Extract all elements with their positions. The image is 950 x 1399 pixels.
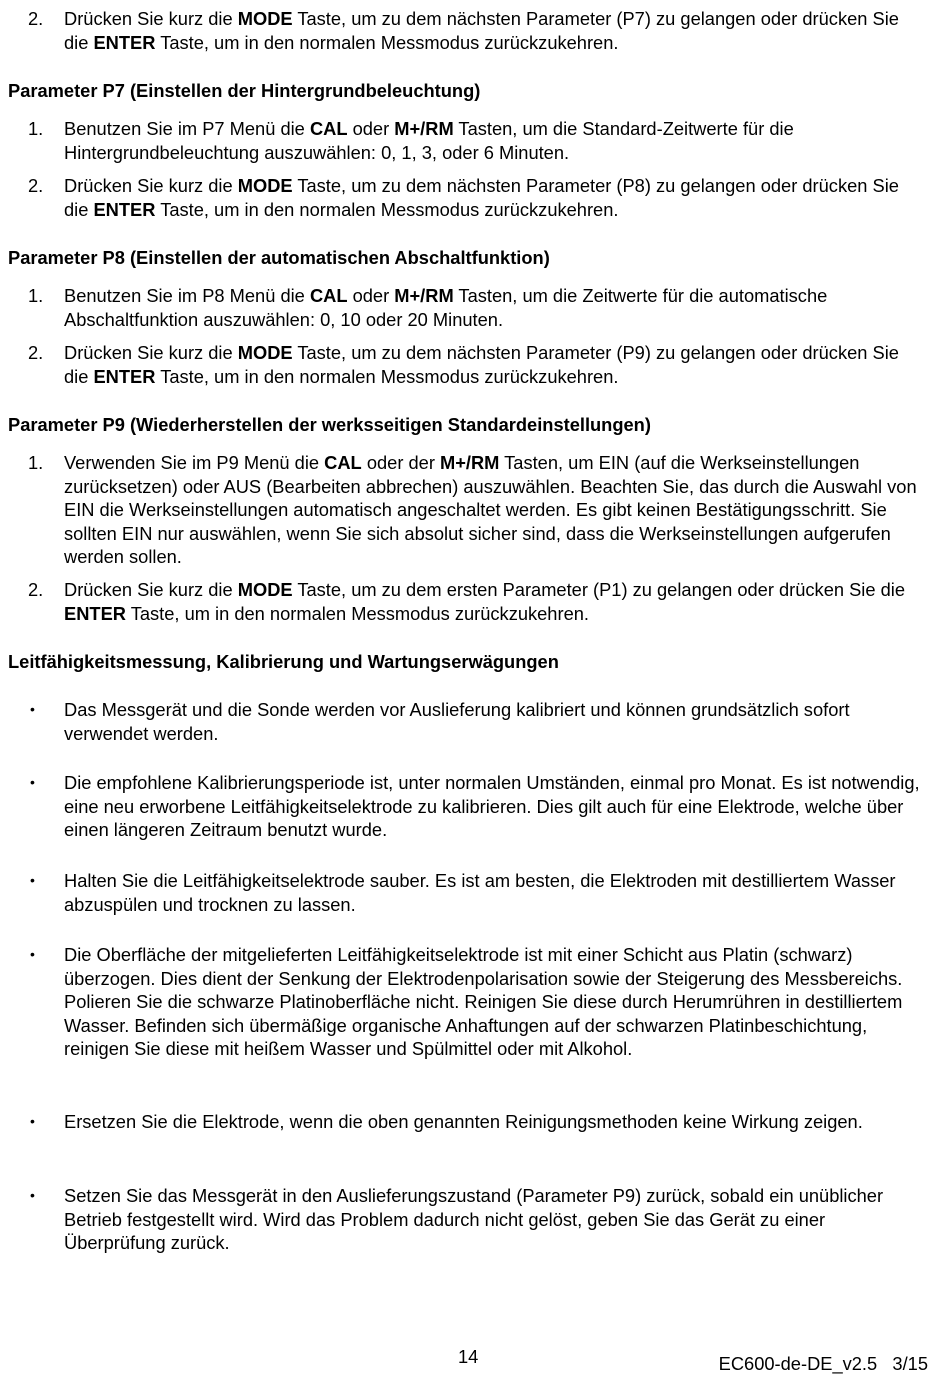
list-item-p7-step2 — [8, 174, 923, 221]
list-number: 2. — [28, 579, 44, 600]
list-number: 1. — [28, 118, 44, 139]
key-cal: CAL — [324, 452, 362, 473]
bullet-item — [8, 1110, 923, 1134]
bullet-text: Setzen Sie das Messgerät in den Auslieferungszustand (Parameter P9) zurück, sobald ein unüblicher Betrieb festgestellt wird. Wird das Problem dadurch nicht gelöst, geben Sie das Gerät zu einer Überprüfung zurück. — [64, 1185, 884, 1253]
list-number: 2. — [28, 342, 44, 363]
section-heading-conductivity: Leitfähigkeitsmessung, Kalibrierung und Wartungserwägungen — [8, 651, 559, 672]
bullet-text: Die empfohlene Kalibrierungsperiode ist, unter normalen Umständen, einmal pro Monat. Es ist notwendig, eine neu erworbene Leitfähigkeitselektrode zu kalibrieren. Dies gilt auch für eine Elektrode, welche über einen längeren Zeitraum benutzt wurde. — [64, 772, 920, 840]
bullet-text: Halten Sie die Leitfähigkeitselektrode sauber. Es ist am besten, die Elektroden mit destilliertem Wasser abzuspülen und trocknen zu lassen. — [64, 870, 896, 915]
key-mrm: M+/RM — [439, 452, 500, 473]
list-item-text: Benutzen Sie im P7 Menü die CAL oder M+/RM Tasten, um die Standard-Zeitwerte für die Hintergrundbeleuchtung auszuwählen: 0, 1, 3, oder 6 Minuten. — [64, 118, 794, 163]
page-number: 14 — [458, 1346, 479, 1367]
key-mode: MODE — [237, 579, 293, 600]
bullet-item — [8, 771, 923, 842]
key-mode: MODE — [237, 8, 293, 29]
key-mode: MODE — [237, 175, 293, 196]
key-cal: CAL — [309, 118, 348, 139]
list-number: 2. — [28, 8, 44, 29]
list-number: 1. — [28, 285, 44, 306]
bullet-icon: • — [30, 1113, 35, 1129]
bullet-item — [8, 943, 923, 1061]
list-item-text: Benutzen Sie im P8 Menü die CAL oder M+/RM Tasten, um die Zeitwerte für die automatische Abschaltfunktion auszuwählen: 0, 10 oder 20 Minuten. — [64, 285, 828, 330]
list-item-text: Drücken Sie kurz die MODE Taste, um zu dem nächsten Parameter (P7) zu gelangen oder drücken Sie die ENTER Taste, um in den normalen Messmodus zurückzukehren. — [64, 8, 899, 53]
key-mode: MODE — [237, 342, 293, 363]
section-heading-p7: Parameter P7 (Einstellen der Hintergrundbeleuchtung) — [8, 80, 481, 101]
bullet-icon: • — [30, 872, 35, 888]
bullet-text: Die Oberfläche der mitgelieferten Leitfähigkeitselektrode ist mit einer Schicht aus Platin (schwarz) überzogen. Dies dient der Senkung der Elektrodenpolarisation sowie der Steigerung des Messbereichs. Polieren Sie die schwarze Platinoberfläche nicht. Reinigen Sie diese durch Herumrühren in destilliertem Wasser. Befinden sich übermäßige organische Anhaftungen auf der schwarzen Platinbeschichtung, reinigen Sie diese mit heißem Wasser und Spülmittel oder mit Alkohol. — [64, 944, 903, 1059]
document-id: EC600-de-DE_v2.5 3/15 — [718, 1353, 928, 1374]
bullet-icon: • — [30, 946, 35, 962]
list-item-p9-step1 — [8, 451, 923, 569]
bullet-item — [8, 698, 923, 745]
list-item-p8-step2 — [8, 341, 923, 388]
key-enter: ENTER — [93, 198, 156, 220]
key-mrm: M+/RM — [394, 118, 454, 139]
section-heading-p9: Parameter P9 (Wiederherstellen der werksseitigen Standardeinstellungen) — [8, 414, 651, 435]
list-item-text: Drücken Sie kurz die MODE Taste, um zu dem ersten Parameter (P1) zu gelangen oder drücken Sie die ENTER Taste, um in den normalen Messmodus zurückzukehren. — [64, 579, 906, 624]
bullet-item — [8, 869, 923, 916]
bullet-icon: • — [30, 701, 35, 717]
list-item-p9-step2 — [8, 578, 923, 625]
key-enter: ENTER — [93, 365, 156, 387]
list-item-p8-step1 — [8, 284, 923, 331]
bullet-text: Ersetzen Sie die Elektrode, wenn die oben genannten Reinigungsmethoden keine Wirkung zeigen. — [64, 1111, 863, 1132]
section-heading-p8: Parameter P8 (Einstellen der automatischen Abschaltfunktion) — [8, 247, 550, 268]
list-item-p7-step1 — [8, 117, 923, 164]
bullet-item — [8, 1184, 923, 1255]
key-cal: CAL — [309, 285, 348, 306]
list-number: 2. — [28, 175, 44, 196]
key-enter: ENTER — [93, 31, 156, 53]
bullet-icon: • — [30, 774, 35, 790]
list-number: 1. — [28, 452, 44, 473]
key-enter: ENTER — [64, 602, 126, 624]
bullet-text: Das Messgerät und die Sonde werden vor Auslieferung kalibriert und können grundsätzlich sofort verwendet werden. — [64, 699, 850, 744]
list-item-p6-step2 — [8, 7, 923, 54]
list-item-text: Drücken Sie kurz die MODE Taste, um zu dem nächsten Parameter (P8) zu gelangen oder drücken Sie die ENTER Taste, um in den normalen Messmodus zurückzukehren. — [64, 175, 899, 220]
list-item-text: Drücken Sie kurz die MODE Taste, um zu dem nächsten Parameter (P9) zu gelangen oder drücken Sie die ENTER Taste, um in den normalen Messmodus zurückzukehren. — [64, 342, 899, 387]
list-item-text: Verwenden Sie im P9 Menü die CAL oder der M+/RM Tasten, um EIN (auf die Werkseinstellungen zurücksetzen) oder AUS (Bearbeiten abbrechen) auszuwählen. Beachten Sie, das durch die Auswahl von EIN die Werkseinstellungen automatisch angeschaltet werden. Es gibt keinen Bestätigungsschritt. Sie sollten EIN nur auswählen, wenn Sie sich absolut sicher sind, dass die Werkseinstellungen aufgerufen werden sollen. — [64, 452, 917, 567]
key-mrm: M+/RM — [394, 285, 454, 306]
bullet-icon: • — [30, 1187, 35, 1203]
